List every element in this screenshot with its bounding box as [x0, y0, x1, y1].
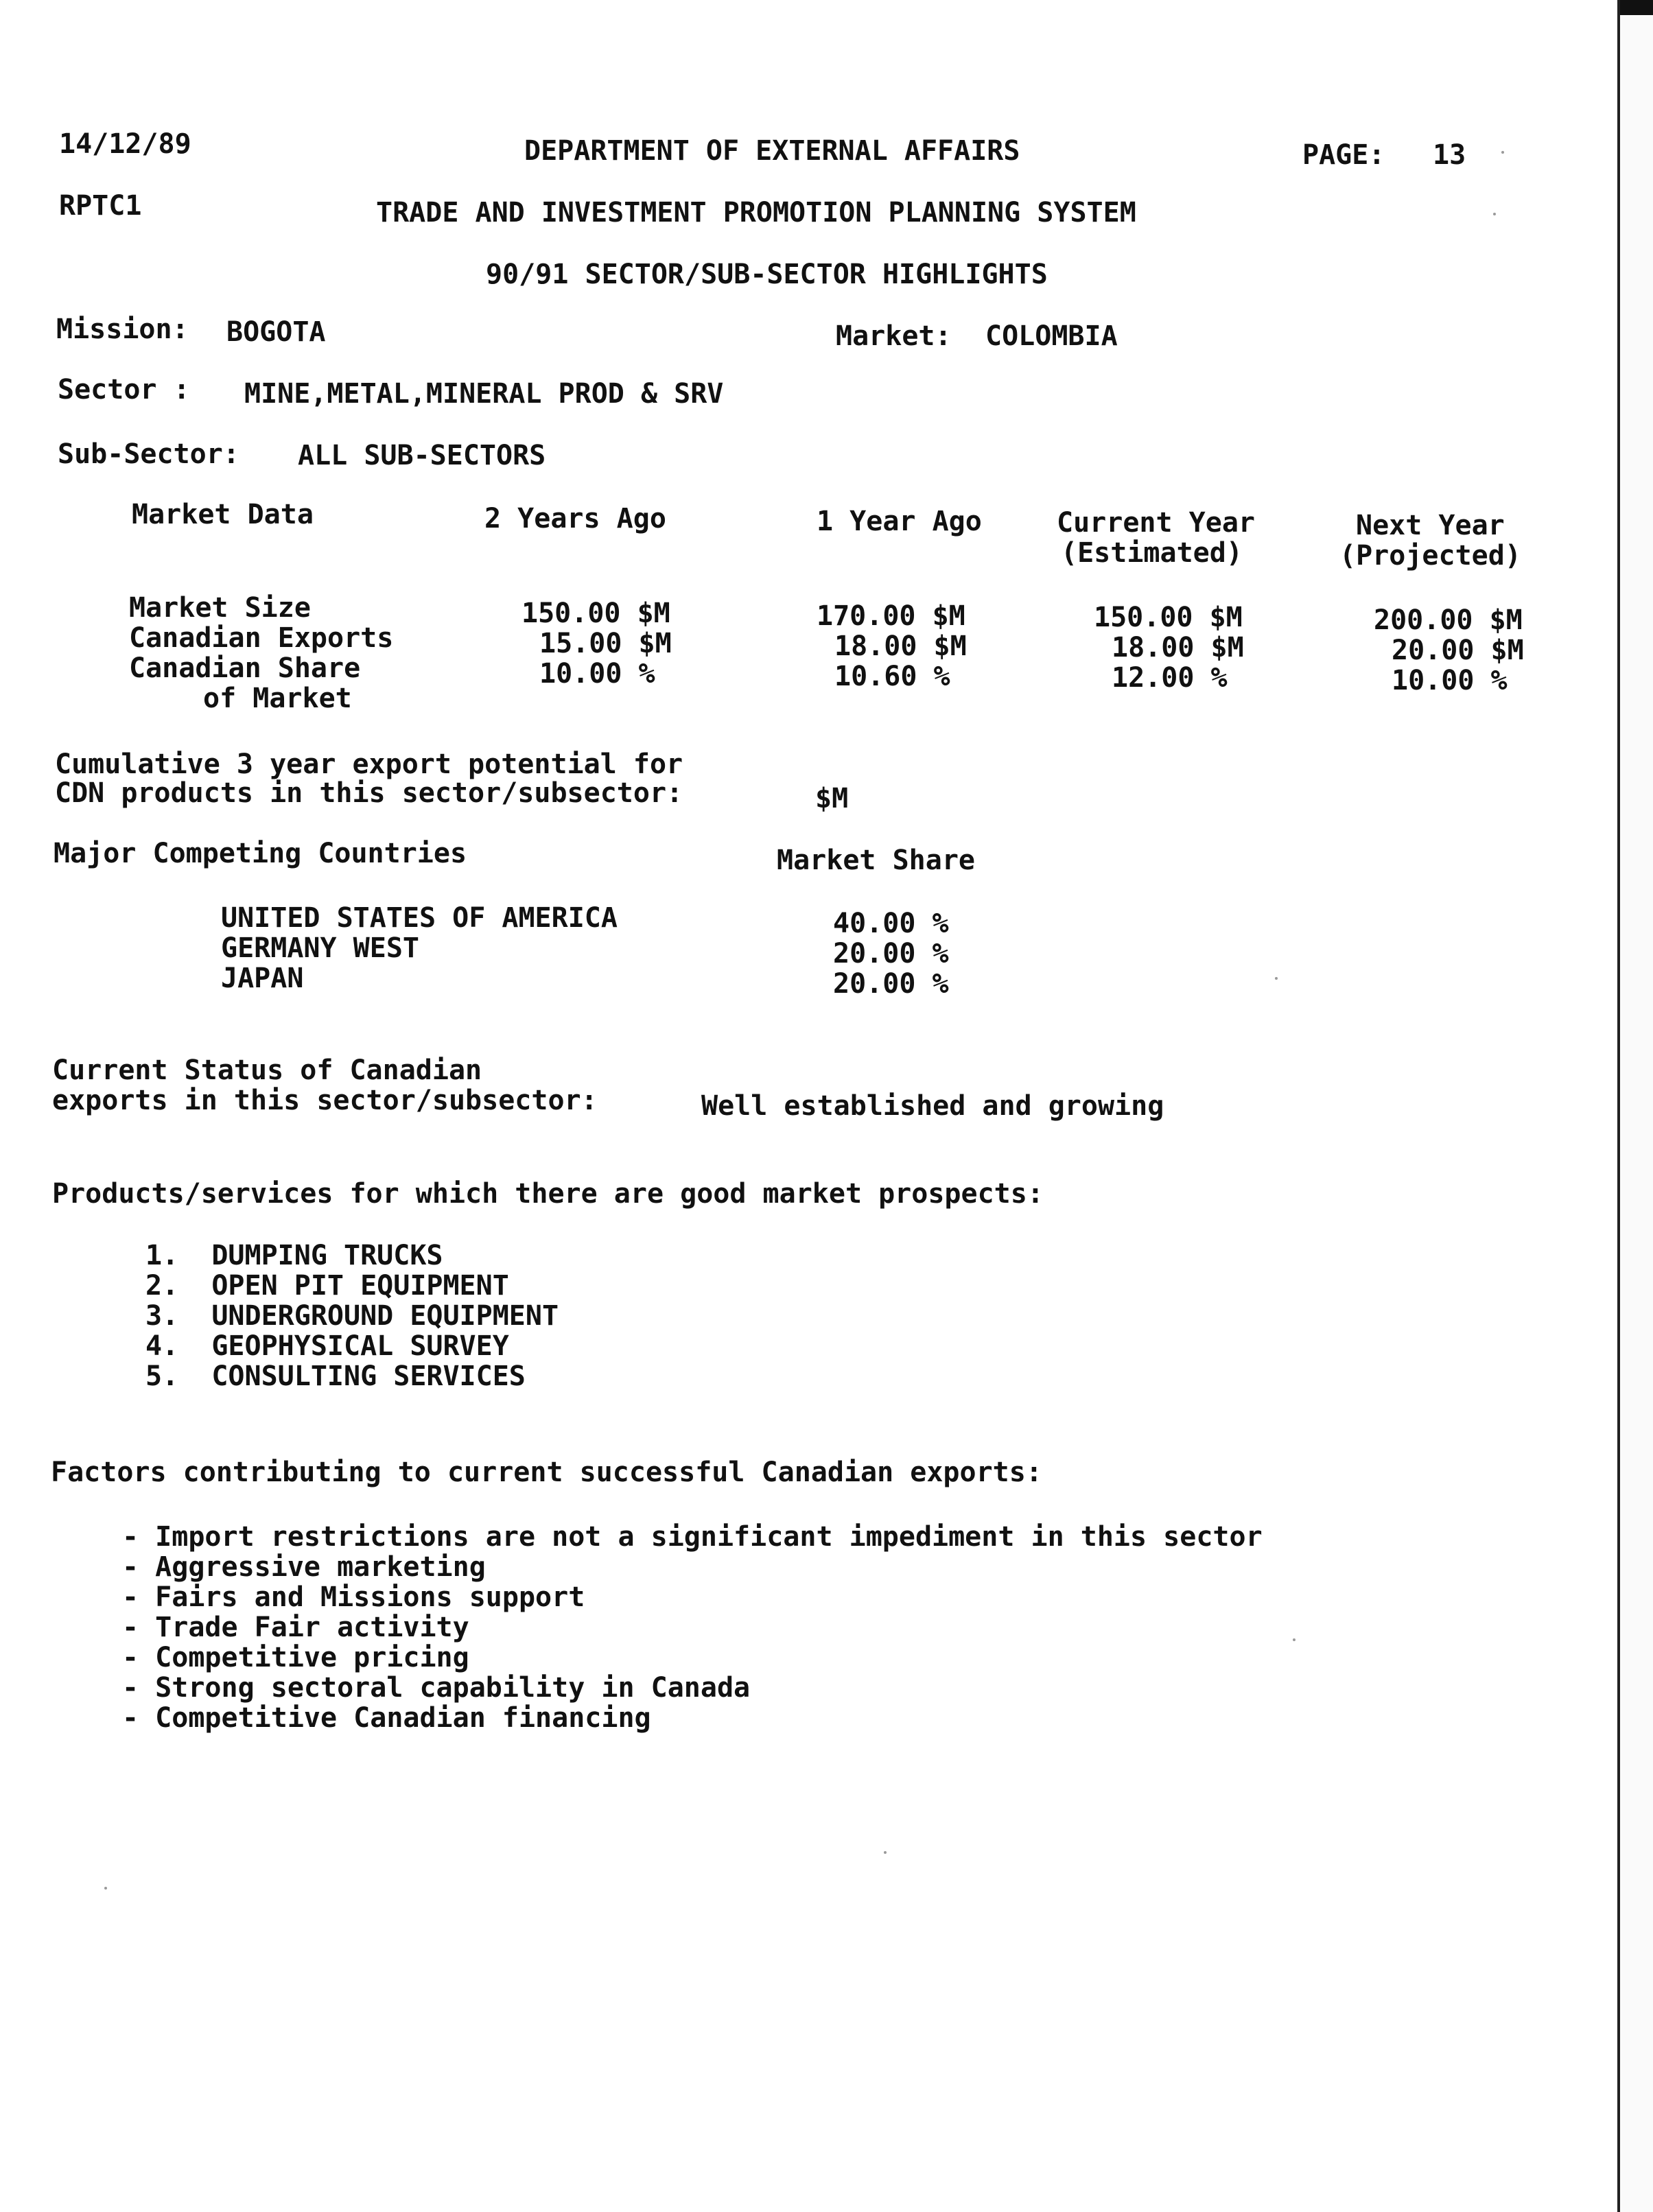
cell-exports-next: 20.00 $M [1392, 635, 1524, 666]
col-header-market-data: Market Data [132, 499, 314, 530]
page-edge-mark [1620, 0, 1653, 15]
cell-share-next: 10.00 % [1392, 665, 1508, 696]
page-edge-shadow [1617, 0, 1653, 2212]
department-title: DEPARTMENT OF EXTERNAL AFFAIRS [524, 135, 1020, 167]
factor-item: - Import restrictions are not a significant impediment in this sector [122, 1521, 1263, 1553]
prospect-item: 4. GEOPHYSICAL SURVEY [145, 1330, 509, 1362]
mission-label: Mission: [56, 314, 189, 345]
col-header-projected: (Projected) [1339, 540, 1521, 572]
scan-speck [1501, 151, 1504, 154]
col-header-current-year: Current Year [1057, 507, 1255, 539]
factor-item: - Strong sectoral capability in Canada [122, 1672, 751, 1704]
status-line-2: exports in this sector/subsector: [52, 1085, 598, 1116]
page-label: PAGE: [1302, 139, 1385, 171]
subsector-value: ALL SUB-SECTORS [298, 440, 546, 471]
row-label-canadian-exports: Canadian Exports [129, 622, 394, 654]
cumulative-value: $M [815, 783, 849, 814]
factor-item: - Aggressive marketing [122, 1551, 486, 1583]
competitor-share: 20.00 % [833, 968, 949, 1000]
market-value: COLOMBIA [985, 320, 1118, 352]
factor-item: - Competitive Canadian financing [122, 1702, 651, 1734]
factor-item: - Fairs and Missions support [122, 1581, 585, 1613]
scan-speck [1493, 213, 1496, 215]
row-label-of-market: of Market [203, 683, 352, 714]
report-date: 14/12/89 [59, 128, 191, 160]
cumulative-line-2: CDN products in this sector/subsector: [55, 777, 683, 809]
col-header-estimated: (Estimated) [1061, 537, 1243, 569]
factor-item: - Trade Fair activity [122, 1612, 469, 1643]
cell-share-1y: 10.60 % [834, 661, 950, 692]
system-title: TRADE AND INVESTMENT PROMOTION PLANNING SYSTEM [376, 197, 1136, 228]
competitor-country: UNITED STATES OF AMERICA [221, 902, 618, 934]
sector-value: MINE,METAL,MINERAL PROD & SRV [244, 378, 724, 410]
report-title: 90/91 SECTOR/SUB-SECTOR HIGHLIGHTS [486, 259, 1048, 290]
cell-share-2y: 10.00 % [539, 658, 655, 690]
cell-market-size-cur: 150.00 $M [1094, 602, 1243, 633]
prospect-item: 2. OPEN PIT EQUIPMENT [145, 1270, 509, 1302]
subsector-label: Sub-Sector: [58, 438, 239, 470]
row-label-canadian-share: Canadian Share [129, 652, 361, 684]
prospect-item: 3. UNDERGROUND EQUIPMENT [145, 1300, 559, 1332]
cell-market-size-next: 200.00 $M [1374, 604, 1523, 636]
scan-speck [104, 1887, 107, 1890]
cell-exports-2y: 15.00 $M [539, 628, 672, 659]
market-label: Market: [836, 320, 952, 352]
competitors-heading: Major Competing Countries [54, 838, 467, 869]
competitor-country: JAPAN [221, 963, 304, 994]
cell-exports-1y: 18.00 $M [834, 631, 967, 662]
prospect-item: 1. DUMPING TRUCKS [145, 1240, 443, 1271]
scan-speck [884, 1851, 887, 1854]
prospect-item: 5. CONSULTING SERVICES [145, 1361, 526, 1392]
competitor-country: GERMANY WEST [221, 932, 419, 964]
row-label-market-size: Market Size [129, 592, 311, 624]
mission-value: BOGOTA [226, 316, 326, 348]
col-header-2-years-ago: 2 Years Ago [484, 503, 666, 534]
status-line-1: Current Status of Canadian [52, 1055, 482, 1086]
competitor-share: 40.00 % [833, 908, 949, 939]
report-code: RPTC1 [59, 190, 142, 222]
col-header-1-year-ago: 1 Year Ago [817, 506, 982, 537]
status-value: Well established and growing [701, 1090, 1164, 1122]
col-header-next-year: Next Year [1356, 510, 1505, 541]
factor-item: - Competitive pricing [122, 1642, 469, 1673]
cell-share-cur: 12.00 % [1112, 662, 1228, 694]
scan-speck [1275, 977, 1278, 980]
competitor-share: 20.00 % [833, 938, 949, 969]
prospects-heading: Products/services for which there are good market prospects: [52, 1178, 1044, 1210]
cell-market-size-1y: 170.00 $M [817, 600, 965, 632]
factors-heading: Factors contributing to current successful Canadian exports: [51, 1457, 1042, 1488]
cell-market-size-2y: 150.00 $M [521, 598, 670, 629]
market-share-heading: Market Share [777, 845, 975, 876]
cumulative-line-1: Cumulative 3 year export potential for [55, 749, 683, 780]
page-number: 13 [1433, 139, 1466, 171]
cell-exports-cur: 18.00 $M [1112, 632, 1244, 663]
sector-label: Sector : [58, 374, 190, 405]
scan-speck [1293, 1638, 1296, 1641]
